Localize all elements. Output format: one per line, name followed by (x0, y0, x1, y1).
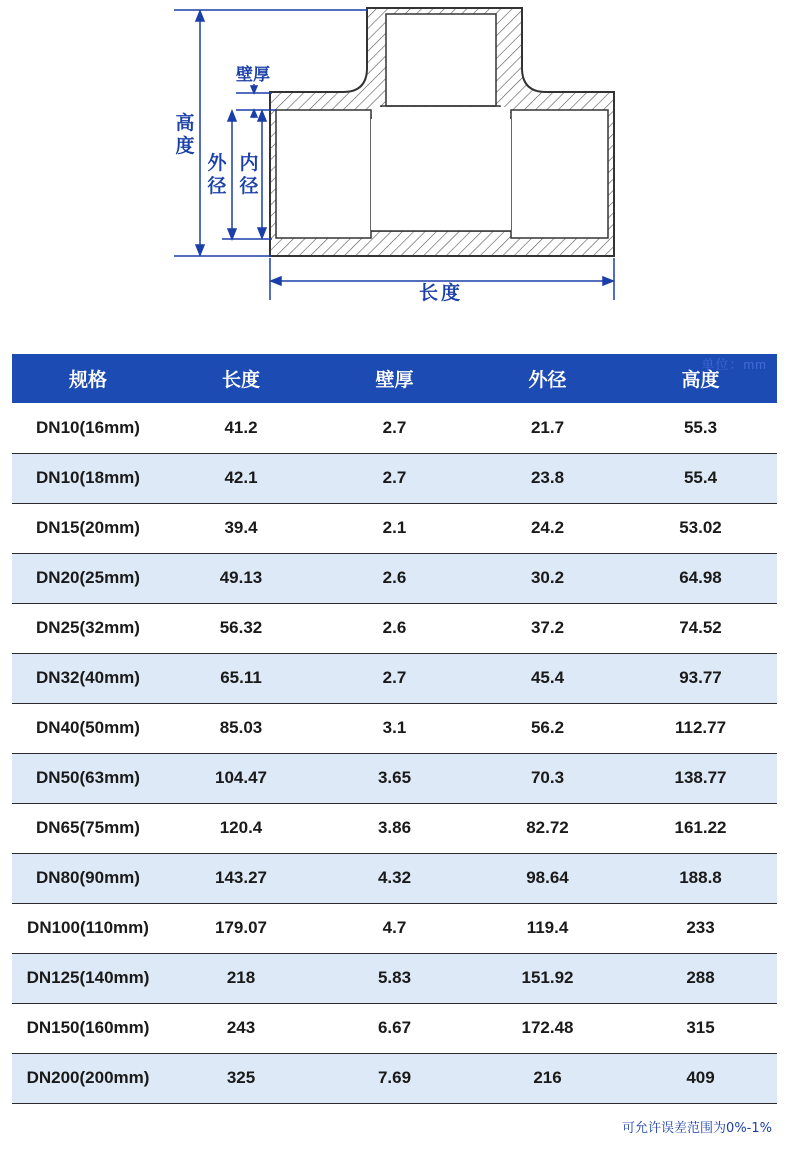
cell-height: 161.22 (674, 818, 727, 837)
spec-table (12, 354, 777, 1104)
cell-height: 74.52 (679, 618, 722, 637)
cell-wall-thickness: 2.7 (382, 668, 407, 687)
header-outer-diameter: 外径 (528, 369, 567, 391)
cell-spec: DN150(160mm) (26, 1018, 150, 1037)
header-spec: 规格 (68, 369, 107, 391)
table-row (12, 753, 777, 803)
cell-spec: DN10(16mm) (36, 417, 140, 437)
table-row (12, 653, 777, 703)
cell-length: 104.47 (215, 768, 267, 787)
cell-height: 112.77 (674, 718, 727, 737)
table-row (12, 553, 777, 603)
cell-wall-thickness: 3.86 (377, 818, 412, 837)
cell-spec: DN10(18mm) (36, 468, 140, 487)
cell-wall-thickness: 2.1 (382, 518, 407, 537)
cell-spec: DN40(50mm) (36, 718, 140, 737)
cell-length: 325 (226, 1068, 256, 1087)
cell-spec: DN20(25mm) (36, 568, 140, 587)
table-row (12, 803, 777, 853)
cell-spec: DN80(90mm) (36, 868, 140, 887)
cell-length: 65.11 (220, 668, 262, 687)
tee-cross-section (0, 0, 790, 320)
table-row (12, 403, 777, 453)
cell-height: 55.4 (683, 468, 718, 487)
cell-spec: DN125(140mm) (26, 968, 150, 987)
top-socket-cavity (386, 14, 496, 106)
cell-wall-thickness: 3.65 (377, 768, 412, 787)
left-socket-cavity (276, 110, 371, 238)
cell-height: 233 (686, 918, 715, 937)
cell-outer-diameter: 37.2 (530, 618, 565, 637)
table-row (12, 953, 777, 1003)
cell-height: 64.98 (679, 568, 722, 587)
cell-length: 56.32 (219, 618, 263, 637)
cell-outer-diameter: 30.2 (530, 568, 565, 587)
cell-wall-thickness: 7.69 (377, 1068, 412, 1087)
cell-length: 243 (226, 1018, 256, 1037)
table-row (12, 503, 777, 553)
height-label: 高度 (175, 112, 195, 157)
cell-outer-diameter: 82.72 (526, 818, 569, 837)
inner-diameter-label: 内径 (239, 152, 259, 197)
spec-table-container (12, 354, 777, 1104)
cell-outer-diameter: 56.2 (530, 718, 565, 737)
cell-spec: DN65(75mm) (36, 818, 140, 837)
cell-outer-diameter: 70.3 (530, 768, 565, 787)
cell-height: 409 (686, 1068, 715, 1087)
header-wall-thickness: 壁厚 (375, 369, 414, 391)
outer-diameter-label: 外径 (207, 152, 227, 197)
cell-wall-thickness: 4.7 (382, 918, 407, 937)
right-socket-cavity (511, 110, 608, 238)
cell-height: 315 (686, 1018, 715, 1037)
cell-outer-diameter: 119.4 (526, 918, 569, 937)
cell-wall-thickness: 2.7 (382, 417, 407, 437)
cell-spec: DN100(110mm) (27, 918, 149, 937)
cell-wall-thickness: 2.6 (382, 568, 407, 587)
table-row (12, 703, 777, 753)
cell-length: 42.1 (224, 468, 258, 487)
cell-length: 179.07 (215, 918, 267, 937)
cell-wall-thickness: 2.6 (382, 618, 407, 637)
cell-spec: DN50(63mm) (36, 768, 140, 787)
table-row (12, 453, 777, 503)
inner-diameter-dimension (258, 111, 266, 238)
unit-note: 单位：mm (701, 357, 767, 372)
cell-spec: DN32(40mm) (36, 668, 140, 687)
cell-length: 39.4 (224, 518, 258, 537)
cell-wall-thickness: 3.1 (382, 718, 407, 737)
tolerance-footnote: 可允许误差范围为0%-1% (622, 1121, 772, 1136)
header-height: 高度 (681, 369, 720, 391)
header-length: 长度 (221, 369, 260, 391)
cell-outer-diameter: 24.2 (530, 518, 565, 537)
cell-height: 138.77 (674, 768, 727, 787)
cell-height: 93.77 (679, 668, 722, 687)
cell-height: 53.02 (679, 518, 722, 537)
cell-wall-thickness: 5.83 (377, 968, 412, 987)
cell-height: 55.3 (683, 417, 718, 437)
cell-spec: DN15(20mm) (36, 518, 140, 537)
cell-wall-thickness: 6.67 (377, 1018, 412, 1037)
cell-wall-thickness: 4.32 (377, 868, 412, 887)
cell-wall-thickness: 2.7 (382, 468, 407, 487)
table-header-row (12, 354, 777, 403)
cell-outer-diameter: 45.4 (530, 668, 565, 687)
cell-outer-diameter: 21.7 (530, 417, 565, 437)
cell-outer-diameter: 216 (533, 1068, 562, 1087)
tee-fitting-diagram (0, 0, 790, 320)
table-row (12, 1053, 777, 1103)
cell-outer-diameter: 23.8 (530, 468, 565, 487)
cell-length: 120.4 (219, 818, 263, 837)
table-row (12, 603, 777, 653)
cell-height: 288 (686, 968, 715, 987)
table-row (12, 853, 777, 903)
cell-length: 143.27 (215, 868, 267, 887)
cell-height: 188.8 (679, 868, 722, 887)
wall-thickness-label: 壁厚 (236, 65, 270, 85)
cell-spec: DN25(32mm) (36, 618, 140, 637)
cell-length: 49.13 (219, 568, 263, 587)
cell-spec: DN200(200mm) (26, 1068, 150, 1087)
table-row (12, 903, 777, 953)
cell-length: 218 (226, 968, 256, 987)
length-label: 长度 (419, 282, 464, 304)
table-row (12, 1003, 777, 1053)
cell-length: 41.2 (224, 417, 258, 437)
cell-outer-diameter: 98.64 (526, 868, 569, 887)
cell-outer-diameter: 172.48 (521, 1018, 574, 1037)
cell-outer-diameter: 151.92 (521, 968, 574, 987)
cell-length: 85.03 (219, 718, 263, 737)
